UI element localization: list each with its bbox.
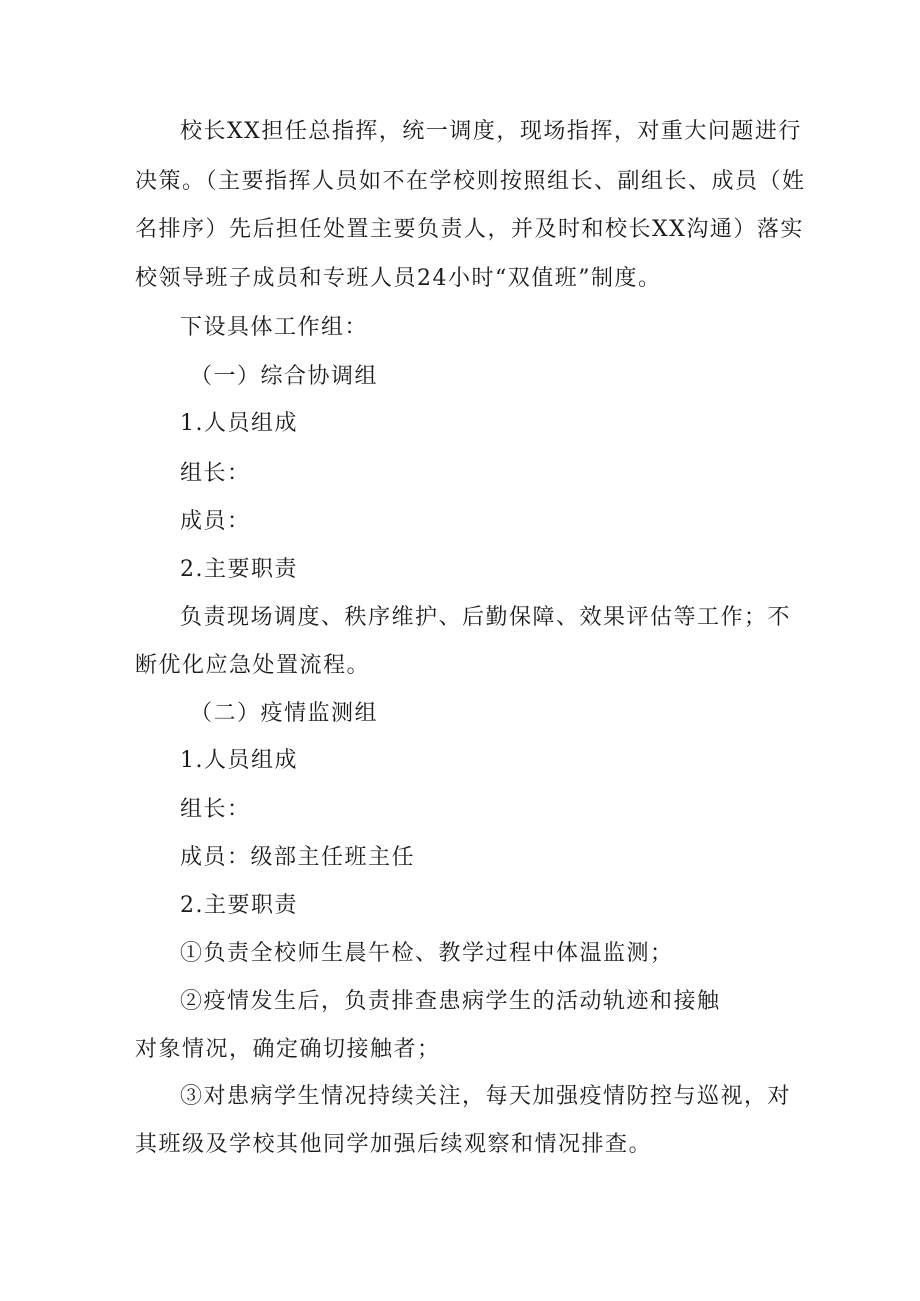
group-1-members: 成员： [180,509,251,534]
group-2-section-2: 2.主要职责 [180,893,298,918]
group-2-duty-2-line-2: 对象情况，确定确切接触者； [135,1037,441,1062]
group-1-duty-line-2: 断优化应急处置流程。 [135,653,371,678]
group-2-duty-3-line-1: ③对患病学生情况持续关注，每天加强疫情防控与巡视，对 [180,1084,792,1109]
group-1-leader: 组长： [180,461,251,486]
group-2-leader: 组长： [180,797,251,822]
group-2-duty-1: ①负责全校师生晨午检、教学过程中体温监测； [180,941,674,966]
group-1-section-1: 1.人员组成 [180,411,298,436]
group-2-section-1: 1.人员组成 [180,748,298,773]
group-1-title: （一）综合协调组 [190,364,379,389]
group-1-duty-line-1: 负责现场调度、秩序维护、后勤保障、效果评估等工作；不 [180,605,792,630]
intro-line: 下设具体工作组： [180,315,369,340]
group-2-title: （二）疫情监测组 [190,701,379,726]
group-2-duty-2-line-1: ②疫情发生后，负责排查患病学生的活动轨迹和接触 [180,989,721,1014]
paragraph-commander-line-1: 校长XX担任总指挥，统一调度，现场指挥，对重大问题进行 [180,119,802,144]
paragraph-commander-line-3: 名排序）先后担任处置主要负责人，并及时和校长XX沟通）落实 [135,217,804,242]
group-1-section-2: 2.主要职责 [180,557,298,582]
group-2-members: 成员：级部主任班主任 [180,845,416,870]
paragraph-commander-line-4: 校领导班子成员和专班人员24小时“双值班”制度。 [135,266,662,291]
paragraph-commander-line-2: 决策。（主要指挥人员如不在学校则按照组长、副组长、成员（姓 [135,169,806,194]
group-2-duty-3-line-2: 其班级及学校其他同学加强后续观察和情况排查。 [135,1132,653,1157]
